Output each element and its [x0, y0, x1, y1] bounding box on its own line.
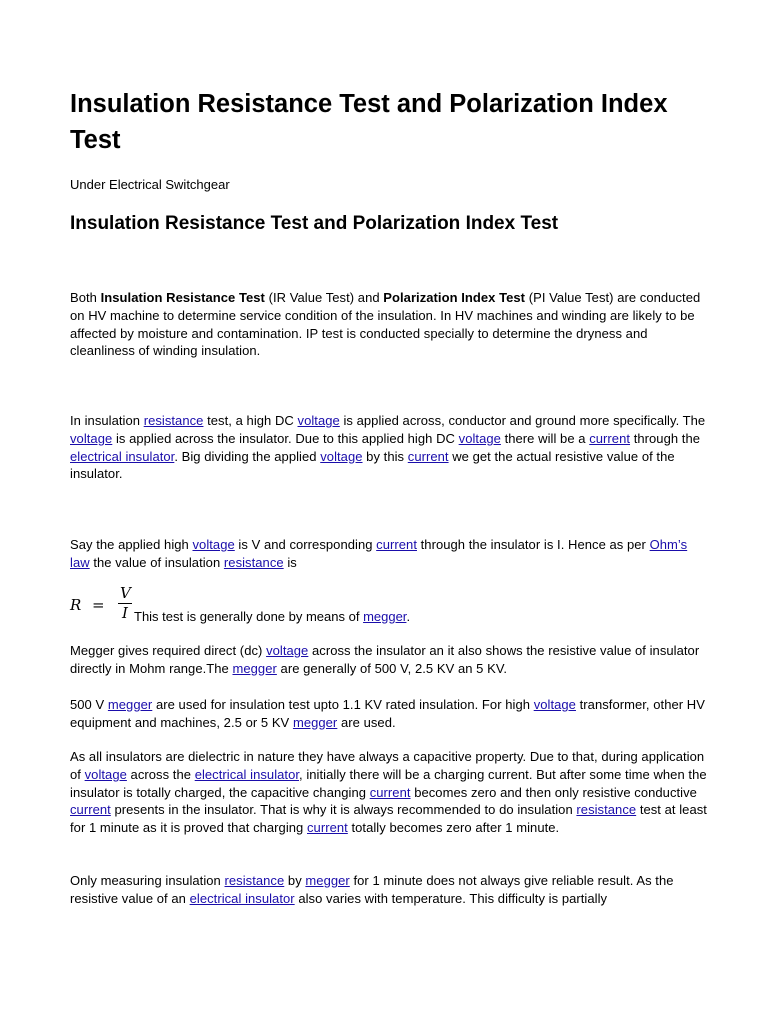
text-span: also varies with temperature. This difficulty is partially — [294, 890, 608, 906]
paragraph-megger — [70, 642, 710, 678]
text-span: In insulation — [70, 413, 144, 428]
text-span: are generally of 500 V, 2.5 KV an 5 KV. — [276, 660, 508, 676]
text-span: . Big dividing the applied — [174, 448, 321, 464]
bold-term: Polarization Index Test — [383, 290, 526, 305]
link-resistance[interactable]: resistance — [224, 873, 285, 888]
link-voltage[interactable]: voltage — [266, 643, 309, 658]
text-span: 500 V — [70, 697, 108, 712]
link-megger[interactable]: megger — [107, 697, 153, 712]
text-span: through the insulator is I. Hence as per — [416, 537, 650, 552]
text-span: test at least for 1 minute as it is proved that charging — [70, 802, 707, 836]
bold-term: Insulation Resistance Test — [100, 290, 265, 305]
text-span: is applied across, conductor and ground more specifically. The — [339, 413, 706, 428]
text-span: This test is generally done by means of — [134, 609, 364, 624]
text-span: by this — [362, 448, 408, 464]
paragraph-dielectric — [70, 748, 710, 837]
text-span: (PI Value Test) are conducted on HV machine to determine service condition of the insulation. In HV machines and winding are likely to be affected by moisture and contamination. IP test is conducted specially to determine the dryness and cleanliness of winding insulation. — [70, 290, 701, 359]
formula-equals: = — [92, 596, 105, 614]
text-span: by — [284, 873, 306, 888]
link-voltage[interactable]: voltage — [533, 697, 576, 712]
link-current[interactable]: current — [407, 448, 449, 464]
link-ohms-law[interactable]: Ohm’s law — [70, 537, 688, 570]
text-span: Megger gives required direct (dc) — [70, 643, 267, 658]
text-span: . — [406, 609, 411, 624]
text-span: is — [283, 554, 297, 570]
link-current[interactable]: current — [70, 802, 111, 818]
link-electrical-insulator[interactable]: electrical insulator — [194, 766, 300, 782]
paragraph-ohms-law — [70, 536, 710, 572]
text-span: for 1 minute does not always give reliable result. As the resistive value of an — [70, 873, 674, 906]
link-resistance[interactable]: resistance — [223, 554, 284, 570]
text-span: we get the actual resistive value of the insulator. — [70, 448, 675, 482]
text-span: , initially there will be a charging current. But after some time when the insulator is totally charged, the capacitive changing — [70, 766, 707, 800]
link-current[interactable]: current — [369, 784, 411, 800]
link-resistance[interactable]: resistance — [143, 413, 204, 428]
text-span: Both — [70, 290, 101, 305]
text-span: transformer, other HV equipment and machines, 2.5 or 5 KV — [70, 697, 705, 730]
text-span: presents in the insulator. That is why it is always recommended to do insulation — [110, 802, 577, 818]
formula-denominator: I — [122, 604, 128, 622]
link-electrical-insulator[interactable]: electrical insulator — [70, 448, 175, 464]
link-voltage[interactable]: voltage — [84, 766, 127, 782]
link-megger[interactable]: megger — [363, 609, 407, 624]
link-megger[interactable]: megger — [292, 714, 338, 730]
text-span: As all insulators are dielectric in nature they have always a capacitive property. Due to that, during application of — [70, 749, 705, 782]
text-span: is V and corresponding — [234, 537, 377, 552]
link-current[interactable]: current — [376, 537, 417, 552]
text-span: is applied across the insulator. Due to this applied high DC — [112, 430, 459, 446]
link-voltage[interactable]: voltage — [297, 413, 340, 428]
text-span: totally becomes zero after 1 minute. — [347, 820, 560, 836]
text-span: there will be a — [500, 430, 590, 446]
paragraph-ir-test — [70, 412, 710, 483]
paragraph-temperature — [70, 872, 710, 908]
link-megger[interactable]: megger — [232, 660, 277, 676]
category-label: Under Electrical Switchgear — [70, 177, 230, 192]
link-electrical-insulator[interactable]: electrical insulator — [189, 890, 295, 906]
link-voltage[interactable]: voltage — [320, 448, 363, 464]
paragraph-megger-ratings — [70, 696, 710, 732]
text-span: across the insulator an it also shows the resistive value of insulator directly in Mohm range.The — [70, 643, 700, 676]
text-span: are used for insulation test upto 1.1 KV rated insulation. For high — [152, 697, 534, 712]
text-span: are used. — [337, 714, 396, 730]
article-subtitle: Insulation Resistance Test and Polarization Index Test — [70, 213, 559, 234]
page-title: Insulation Resistance Test and Polarization Index Test — [70, 90, 668, 154]
link-megger[interactable]: megger — [305, 873, 350, 888]
link-resistance[interactable]: resistance — [576, 802, 637, 818]
text-span: (IR Value Test) and — [264, 290, 384, 305]
text-span: Only measuring insulation — [70, 873, 225, 888]
link-current[interactable]: current — [589, 430, 631, 446]
text-span: across the — [126, 766, 195, 782]
link-voltage[interactable]: voltage — [70, 430, 113, 446]
text-span: becomes zero and then only resistive conductive — [410, 784, 697, 800]
paragraph-intro — [70, 289, 710, 360]
formula-caption — [134, 608, 410, 626]
formula-numerator: V — [120, 584, 131, 602]
link-current[interactable]: current — [307, 820, 348, 836]
text-span: through the — [630, 430, 701, 446]
text-span: the value of insulation — [89, 554, 224, 570]
text-span: Say the applied high — [70, 537, 193, 552]
formula-r: R — [70, 596, 82, 614]
link-voltage[interactable]: voltage — [192, 537, 235, 552]
link-voltage[interactable]: voltage — [458, 430, 501, 446]
resistance-formula — [70, 582, 710, 628]
text-span: test, a high DC — [203, 413, 298, 428]
